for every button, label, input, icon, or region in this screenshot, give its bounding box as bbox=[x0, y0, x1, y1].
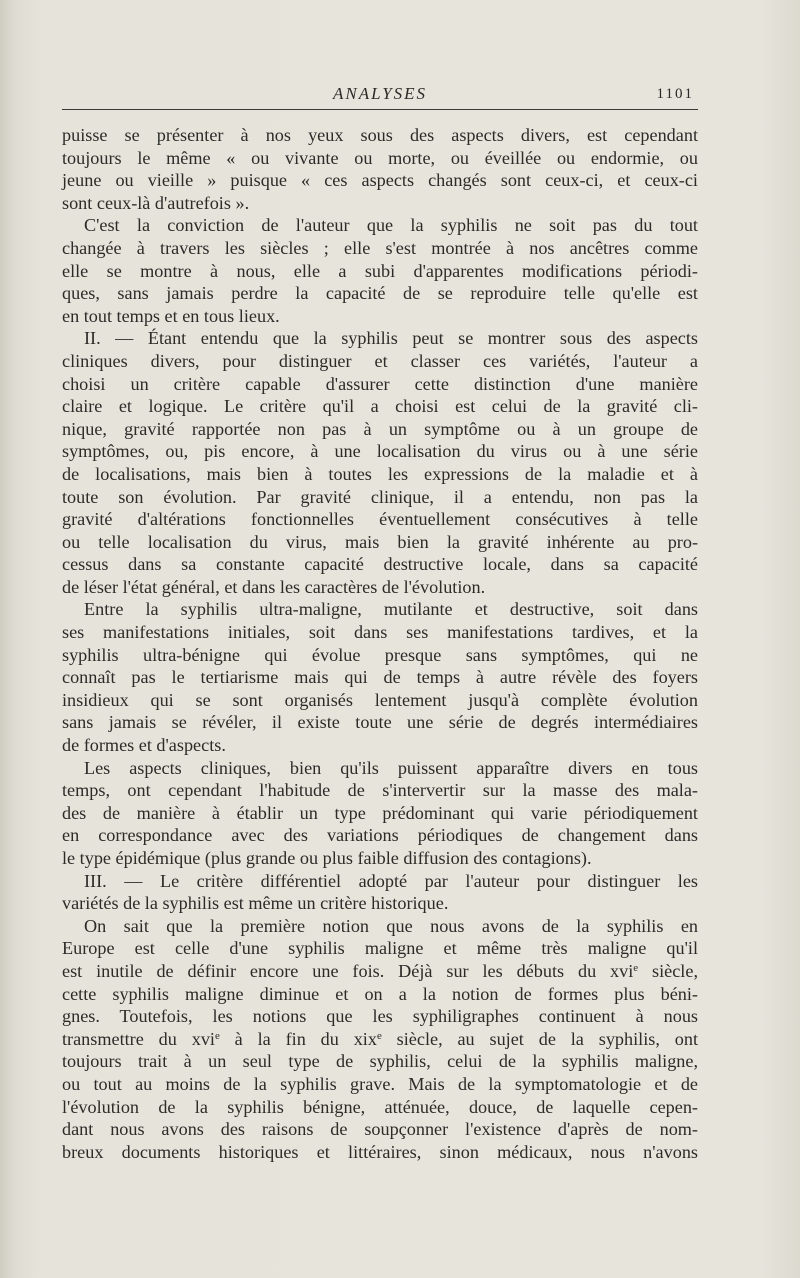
text-line: de léser l'état général, et dans les caractères de l'évolution. bbox=[62, 576, 486, 597]
text-line: Les aspects cliniques, bien qu'ils puissent apparaître divers en tous bbox=[84, 757, 698, 778]
text-line: variétés de la syphilis est même un critère historique. bbox=[62, 893, 449, 914]
superscript: e bbox=[214, 1029, 220, 1042]
text-line: toute son évolution. Par gravité clinique, il a entendu, non pas la bbox=[62, 486, 698, 507]
text-line: cessus dans sa constante capacité destructive locale, dans sa capacité bbox=[62, 554, 698, 575]
text-line: II. — Étant entendu que la syphilis peut se montrer sous des aspects bbox=[84, 328, 698, 349]
text-line: puisse se présenter à nos yeux sous des aspects divers, est cependant bbox=[62, 125, 698, 145]
text-line: ques, sans jamais perdre la capacité de se reproduire telle qu'elle est bbox=[62, 283, 698, 304]
text-segment: transmettre du xvi bbox=[62, 1028, 215, 1049]
text-line: syphilis ultra-bénigne qui évolue presque sans symptômes, qui ne bbox=[62, 644, 698, 665]
text-line: l'évolution de la syphilis bénigne, atténuée, douce, de laquelle cepen- bbox=[62, 1096, 698, 1117]
text-segment: est inutile de définir encore une fois. Déjà sur les débuts du xvi bbox=[62, 960, 634, 981]
text-segment: siècle, au sujet de la syphilis, ont bbox=[381, 1028, 698, 1049]
text-line: On sait que la première notion que nous avons de la syphilis en bbox=[84, 915, 698, 936]
text-line: cette syphilis maligne diminue et on a la notion de formes plus béni- bbox=[62, 983, 698, 1004]
superscript: e bbox=[633, 961, 639, 974]
text-line: C'est la conviction de l'auteur que la syphilis ne soit pas du tout bbox=[84, 215, 698, 236]
text-line: temps, ont cependant l'habitude de s'intervertir sur la masse des mala- bbox=[62, 780, 698, 801]
text-line: des de manière à établir un type prédominant qui varie périodiquement bbox=[62, 802, 698, 823]
text-line: elle se montre à nous, elle a subi d'apparentes modifications périodi- bbox=[62, 260, 698, 281]
text-line: ou telle localisation du virus, mais bien la gravité inhérente au pro- bbox=[62, 531, 698, 552]
text-line: connaît pas le tertiarisme mais qui de temps à autre révèle des foyers bbox=[62, 667, 698, 688]
text-line: breux documents historiques et littéraires, sinon médicaux, nous n'avons bbox=[62, 1141, 698, 1162]
text-line: nique, gravité rapportée non pas à un symptôme ou à un groupe de bbox=[62, 418, 698, 439]
text-line: gnes. Toutefois, les notions que les syphiligraphes continuent à nous bbox=[62, 1006, 698, 1027]
text-line: jeune ou vieille » puisque « ces aspects changés sont ceux-ci, et ceux-ci bbox=[62, 170, 698, 191]
text-line: en tout temps et en tous lieux. bbox=[62, 305, 280, 326]
text-line: en correspondance avec des variations périodiques de changement dans bbox=[62, 825, 698, 846]
text-line: claire et logique. Le critère qu'il a choisi est celui de la gravité cli- bbox=[62, 396, 698, 417]
text-line: de formes et d'aspects. bbox=[62, 735, 226, 756]
page-header bbox=[62, 82, 698, 108]
text-line: ses manifestations initiales, soit dans ses manifestations tardives, et la bbox=[62, 622, 698, 643]
text-line: Europe est celle d'une syphilis maligne et même très maligne qu'il bbox=[62, 938, 698, 959]
text-line: III. — Le critère différentiel adopté par l'auteur pour distinguer les bbox=[84, 870, 698, 891]
text-line bbox=[62, 1028, 698, 1051]
text-line: insidieux qui se sont organisés lentement jusqu'à complète évolution bbox=[62, 689, 698, 710]
superscript: e bbox=[376, 1029, 382, 1042]
text-line: de localisations, mais bien à toutes les expressions de la maladie et à bbox=[62, 463, 698, 484]
text-line: sans jamais se révéler, il existe toute une série de degrés intermédiaires bbox=[62, 712, 698, 733]
text-line: changée à travers les siècles ; elle s'est montrée à nos ancêtres comme bbox=[62, 237, 698, 258]
text-line: toujours trait à un seul type de syphilis, celui de la syphilis maligne, bbox=[62, 1051, 698, 1072]
text-line: choisi un critère capable d'assurer cette distinction d'une manière bbox=[62, 373, 698, 394]
text-line: dant nous avons des raisons de soupçonner l'existence d'après de nom- bbox=[62, 1119, 698, 1140]
text-line: ou tout au moins de la syphilis grave. Mais de la symptomatologie et de bbox=[62, 1073, 698, 1094]
text-line: symptômes, ou, pis encore, à une localisation du virus ou à une série bbox=[62, 441, 698, 462]
page-number: 1101 bbox=[656, 86, 694, 102]
text-segment: siècle, bbox=[638, 960, 698, 981]
text-line: toujours le même « ou vivante ou morte, ou éveillée ou endormie, ou bbox=[62, 147, 698, 168]
text-line: cliniques divers, pour distinguer et classer ces variétés, l'auteur a bbox=[62, 350, 698, 371]
text-line: gravité d'altérations fonctionnelles éventuellement consécutives à telle bbox=[62, 509, 698, 530]
text-line bbox=[62, 960, 698, 983]
text-line: le type épidémique (plus grande ou plus faible diffusion des contagions). bbox=[62, 848, 592, 868]
text-line: sont ceux-là d'autrefois ». bbox=[62, 192, 250, 213]
text-segment: à la fin du xix bbox=[219, 1028, 377, 1049]
body-text bbox=[62, 124, 698, 1163]
header-rule bbox=[62, 109, 698, 110]
text-line: Entre la syphilis ultra-maligne, mutilante et destructive, soit dans bbox=[84, 599, 698, 620]
running-title: ANALYSES bbox=[332, 84, 428, 103]
